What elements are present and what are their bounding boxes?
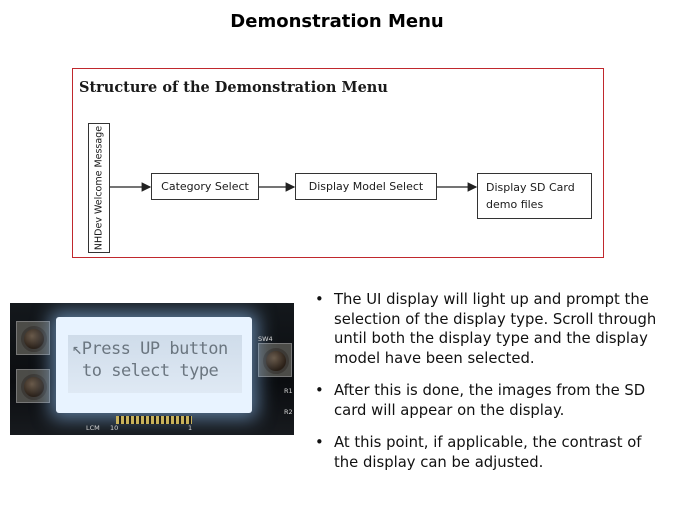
pushbutton-cap-right: [263, 348, 289, 374]
node-display-model-select: [295, 173, 437, 200]
node-sd-label-line1: Display SD Card: [486, 181, 575, 194]
diagram-title: Structure of the Demonstration Menu: [79, 79, 388, 96]
bullet-text: The UI display will light up and prompt the selection of the display type. Scroll through until both the display type and the display model have been selected.: [334, 291, 657, 367]
silk-pin10: 10: [110, 424, 119, 432]
bullet-list: [313, 290, 663, 485]
node-display-sd-card: [477, 173, 592, 219]
lcd-module: [56, 317, 252, 413]
bullet-text: At this point, if applicable, the contrast of the display can be adjusted.: [334, 434, 642, 471]
node-model-label: Display Model Select: [308, 180, 424, 193]
lcd-screen: [68, 335, 242, 393]
silk-r1: R1: [284, 387, 293, 395]
bullet-item: [313, 290, 663, 368]
bullet-text: After this is done, the images from the SD card will appear on the display.: [334, 382, 646, 419]
bullet-marker: •: [315, 434, 324, 451]
node-category-select: [151, 173, 259, 200]
bullet-item: [313, 381, 663, 420]
bullet-item: [313, 433, 663, 472]
lcd-text-line2: to select type: [82, 361, 219, 381]
lcd-text-line1: ↖Press UP button: [72, 339, 228, 359]
lcd-pin-header: [116, 416, 192, 424]
bullet-marker: •: [315, 382, 324, 399]
lcd-board-photo: [10, 303, 294, 435]
diagram-box: [72, 68, 604, 258]
pushbutton-cap-top-left: [21, 326, 47, 352]
bullet-marker: •: [315, 291, 324, 308]
slide-title: Demonstration Menu: [230, 11, 444, 32]
silk-lcm: LCM: [86, 424, 100, 432]
flow-arrows: [73, 69, 605, 259]
node-sd-label-line2: demo files: [486, 198, 544, 211]
silk-r2: R2: [284, 408, 293, 416]
silk-sw4: SW4: [258, 335, 273, 343]
node-category-label: Category Select: [161, 180, 249, 193]
pushbutton-cap-bottom-left: [21, 374, 47, 400]
silk-pin1: 1: [188, 424, 193, 432]
node-welcome-message: [88, 123, 110, 253]
node-welcome-label: NHDev Welcome Message: [93, 125, 105, 251]
